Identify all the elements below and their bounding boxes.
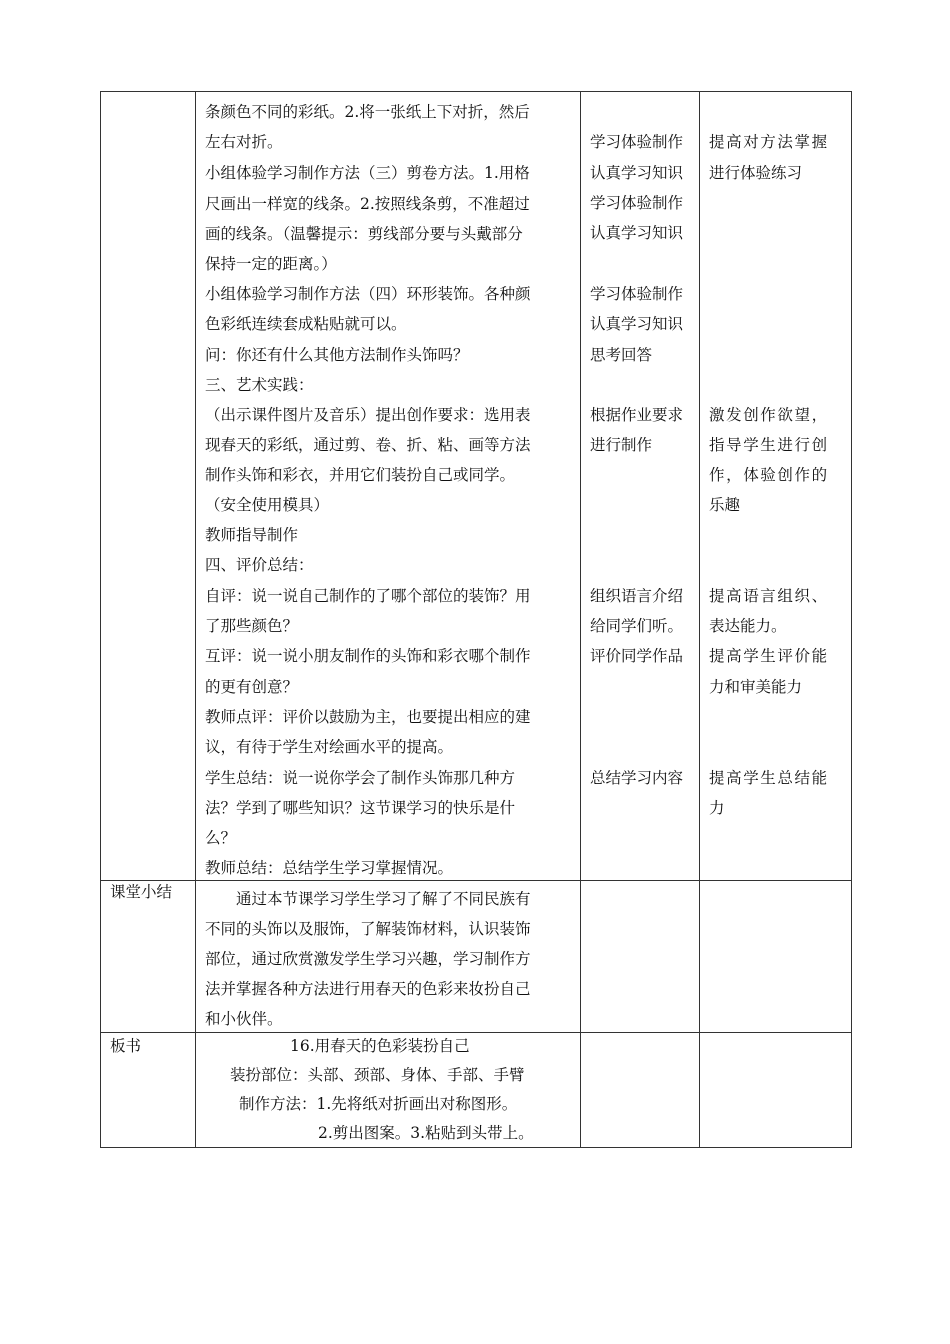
- content-line: 法？学到了哪些知识？这节课学习的快乐是什: [205, 799, 516, 817]
- content-line: 尺画出一样宽的线条。2.按照线条剪，不准超过: [205, 195, 530, 213]
- content-line: 画的线条。（温馨提示：剪线部分要与头戴部分: [205, 225, 523, 243]
- content-line: 了那些颜色？: [205, 617, 299, 635]
- student-activity-cell: [581, 92, 700, 881]
- content-line: 四、评价总结：: [205, 556, 314, 574]
- table-row: [101, 1033, 852, 1148]
- intent-line: 乐趣: [709, 496, 741, 514]
- intent-line: 激发创作欲望，: [709, 406, 829, 424]
- intent-line: 进行体验练习: [709, 164, 803, 182]
- content-line: 小组体验学习制作方法（四）环形装饰。各种颜: [205, 285, 531, 303]
- row-label-cell: [101, 881, 196, 1033]
- content-line: 不同的头饰以及服饰，了解装饰材料，认识装饰: [205, 920, 531, 938]
- content-cell: [196, 881, 581, 1033]
- table-row: [101, 881, 852, 1033]
- row-label-cell: [101, 1033, 196, 1148]
- row-label-cell: [101, 92, 196, 881]
- content-line: （安全使用模具）: [205, 496, 330, 514]
- empty-cell: [581, 1033, 700, 1148]
- student-line: 评价同学作品: [590, 647, 684, 665]
- content-line: 议，有待于学生对绘画水平的提高。: [205, 738, 454, 756]
- content-line: 互评：说一说小朋友制作的头饰和彩衣哪个制作: [205, 647, 531, 665]
- content-line: 自评：说一说自己制作的了哪个部位的装饰？用: [205, 587, 531, 605]
- intent-line: 提高学生总结能: [709, 769, 829, 787]
- content-line: 部位，通过欣赏激发学生学习兴趣，学习制作方: [205, 950, 531, 968]
- student-line: 进行制作: [590, 436, 653, 454]
- empty-cell: [700, 1033, 852, 1148]
- content-line: 制作方法：1.先将纸对折画出对称图形。: [239, 1095, 518, 1113]
- content-line: 教师点评：评价以鼓励为主，也要提出相应的建: [205, 708, 531, 726]
- student-line: 学习体验制作: [590, 285, 684, 303]
- content-line: 和小伙伴。: [205, 1010, 283, 1028]
- student-line: 思考回答: [590, 346, 653, 364]
- content-line: 左右对折。: [205, 133, 283, 151]
- intent-line: 提高对方法掌握: [709, 133, 829, 151]
- content-line: （出示课件图片及音乐）提出创作要求：选用表: [205, 406, 531, 424]
- row-label: 课堂小结: [110, 883, 173, 901]
- intent-line: 表达能力。: [709, 617, 787, 635]
- intent-line: 力: [709, 799, 725, 817]
- lesson-plan-table: [100, 91, 852, 1148]
- content-line: 色彩纸连续套成粘贴就可以。: [205, 315, 407, 333]
- content-line: 的更有创意？: [205, 678, 299, 696]
- content-line: 制作头饰和彩衣，并用它们装扮自己或同学。: [205, 466, 516, 484]
- student-line: 组织语言介绍: [590, 587, 684, 605]
- content-line: 么？: [205, 829, 237, 847]
- content-line: 法并掌握各种方法进行用春天的色彩来妆扮自己: [205, 980, 531, 998]
- intent-line: 作，体验创作的: [709, 466, 829, 484]
- student-line: 认真学习知识: [590, 224, 684, 242]
- design-intent-cell: [700, 92, 852, 881]
- content-cell: [196, 92, 581, 881]
- content-line: 保持一定的距离。）: [205, 255, 337, 273]
- student-line: 根据作业要求: [590, 406, 684, 424]
- intent-line: 力和审美能力: [709, 678, 803, 696]
- content-line: 教师指导制作: [205, 526, 299, 544]
- board-title: 16.用春天的色彩装扮自己: [290, 1037, 470, 1055]
- student-line: 总结学习内容: [590, 769, 684, 787]
- content-cell: [196, 1033, 581, 1148]
- student-line: 学习体验制作: [590, 194, 684, 212]
- content-line: 教师总结：总结学生学习掌握情况。: [205, 859, 454, 877]
- intent-line: 提高语言组织、: [709, 587, 829, 605]
- row-label: 板书: [110, 1037, 142, 1055]
- content-line: 小组体验学习制作方法（三）剪卷方法。1.用格: [205, 164, 530, 182]
- content-line: 条颜色不同的彩纸。2.将一张纸上下对折，然后: [205, 103, 530, 121]
- content-line: 通过本节课学习学生学习了解了不同民族有: [236, 890, 531, 908]
- content-line: 装扮部位：头部、颈部、身体、手部、手臂: [230, 1066, 525, 1084]
- student-line: 认真学习知识: [590, 164, 684, 182]
- intent-line: 指导学生进行创: [709, 436, 829, 454]
- table-row: [101, 92, 852, 881]
- student-line: 学习体验制作: [590, 133, 684, 151]
- empty-cell: [700, 881, 852, 1033]
- content-line: 2.剪出图案。3.粘贴到头带上。: [318, 1124, 534, 1142]
- student-line: 给同学们听。: [590, 617, 684, 635]
- content-line: 现春天的彩纸，通过剪、卷、折、粘、画等方法: [205, 436, 531, 454]
- content-line: 三、艺术实践：: [205, 376, 314, 394]
- empty-cell: [581, 881, 700, 1033]
- intent-line: 提高学生评价能: [709, 647, 829, 665]
- content-line: 学生总结：说一说你学会了制作头饰那几种方: [205, 769, 516, 787]
- student-line: 认真学习知识: [590, 315, 684, 333]
- content-line: 问：你还有什么其他方法制作头饰吗？: [205, 346, 469, 364]
